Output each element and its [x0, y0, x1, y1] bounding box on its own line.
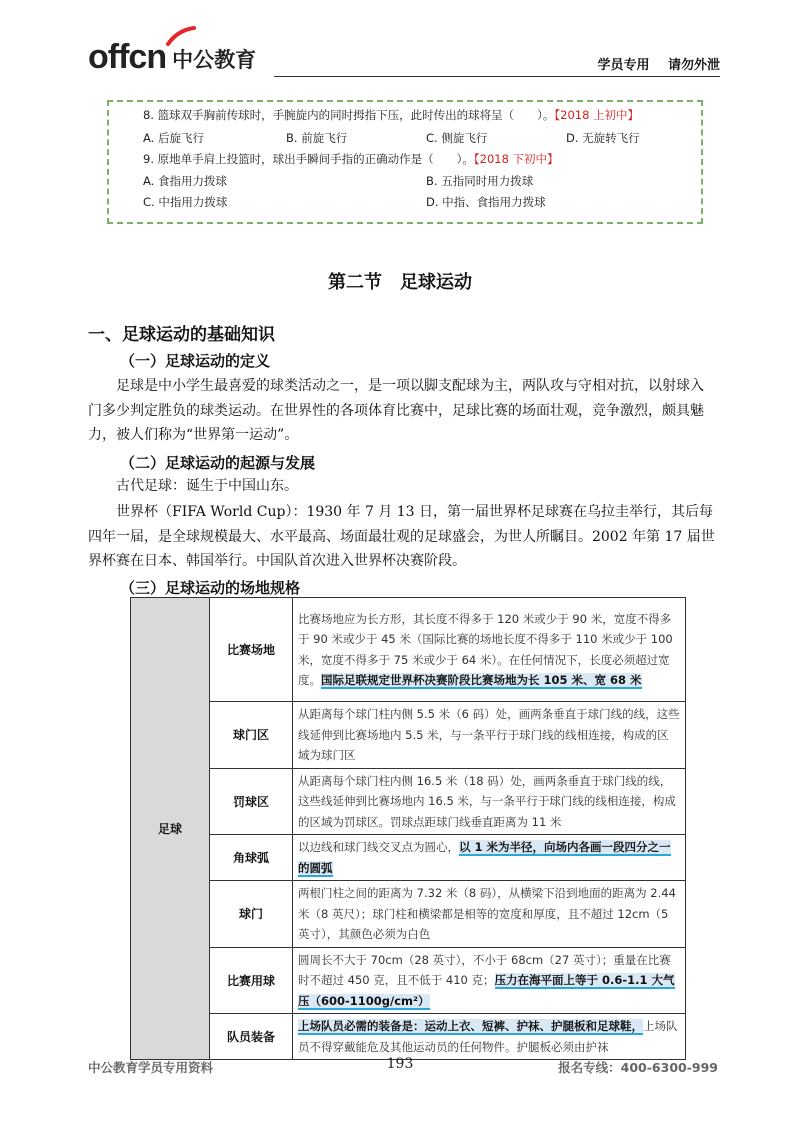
table-item-label: 球门区 — [210, 702, 293, 769]
heading-field-specs: （三）足球运动的场地规格 — [120, 579, 301, 597]
table-row — [131, 768, 686, 835]
heading-definition: （一）足球运动的定义 — [120, 352, 271, 370]
question-9-source: 【2018 下初中】 — [473, 152, 559, 166]
question-8-option-d: D. 无旋转飞行 — [566, 131, 640, 145]
highlight-text: 上场队员必需的装备是：运动上衣、短裤、护袜、护腿板和足球鞋， — [298, 1019, 643, 1033]
question-8-source: 【2018 上初中】 — [554, 108, 640, 122]
header-tag-confidential: 请勿外泄 — [667, 58, 720, 73]
logo-wordmark: offcn — [88, 38, 167, 76]
paragraph-ancient: 古代足球：诞生于中国山东。 — [116, 478, 298, 494]
table-item-label: 队员装备 — [210, 1014, 293, 1060]
heading-basics: 一、足球运动的基础知识 — [88, 325, 275, 345]
paragraph-definition: 足球是中小学生最喜爱的球类活动之一，是一项以脚支配球为主，两队攻与守相对抗，以射球入门多少判定胜负的球类运动。在世界性的各项体育比赛中，足球比赛的场面壮观，竞争激烈，颇具魅力，被人们称为“世界第一运动”。 — [88, 378, 704, 443]
highlight-text: 国际足联规定世界杯决赛阶段比赛场地为长 105 米、宽 68 米 — [321, 673, 642, 687]
logo-chinese: 中公教育 — [172, 48, 257, 72]
question-8-option-b: B. 前旋飞行 — [286, 131, 348, 145]
question-8-option-c: C. 侧旋飞行 — [426, 131, 488, 145]
paragraph-world-cup: 世界杯（FIFA World Cup）：1930 年 7 月 13 日，第一届世界杯足球赛在乌拉圭举行，其后每四年一届，是全球规模最大、水平最高、场面最壮观的足球盛会，为世人所瞩目。2002 年第 17 届世界杯赛在日本、韩国举行。中国队首次进入世界杯决赛阶段。 — [88, 504, 715, 569]
highlight-text: 压力在海平面上等于 0.6-1.1 大气压（600-1100g/cm²） — [298, 973, 675, 1008]
page-number: 193 — [386, 1056, 414, 1072]
header-tags — [583, 54, 720, 73]
table-item-label: 比赛场地 — [210, 598, 293, 702]
section-title: 第二节 足球运动 — [328, 272, 472, 293]
table-category: 足球 — [131, 598, 210, 1060]
table-row — [131, 835, 686, 881]
table-row — [131, 881, 686, 948]
table-item-label: 球门 — [210, 881, 293, 948]
question-9-option-b: B. 五指同时用力拨球 — [426, 174, 534, 188]
question-9-stem: 9. 原地单手肩上投篮时，球出手瞬间手指的正确动作是（ ）。【2018 下初中】 — [143, 152, 559, 166]
footer-label: 中公教育学员专用资料 — [88, 1060, 214, 1075]
table-item-desc: 两根门柱之间的距离为 7.32 米（8 码），从横梁下沿到地面的距离为 2.44 米（8 英尺）；球门柱和横梁都是相等的宽度和厚度，且不超过 12cm（5 英寸），其颜色必须为白色 — [293, 881, 686, 948]
table-item-label: 罚球区 — [210, 768, 293, 835]
header-rule — [274, 76, 720, 77]
table-item-label: 角球弧 — [210, 835, 293, 881]
table-item-label: 比赛用球 — [210, 947, 293, 1014]
question-8-option-a: A. 后旋飞行 — [143, 131, 204, 145]
question-9-option-d: D. 中指、食指用力拨球 — [426, 195, 546, 209]
header-tag-students-only: 学员专用 — [597, 58, 650, 73]
table-item-desc: 上场队员必需的装备是：运动上衣、短裤、护袜、护腿板和足球鞋，上场队员不得穿戴能危及其他运动员的任何物件。护腿板必须由护袜 — [293, 1014, 686, 1060]
table-item-desc: 从距离每个球门柱内侧 16.5 米（18 码）处，画两条垂直于球门线的线，这些线延伸到比赛场地内 16.5 米，与一条平行于球门线的线相连接，构成的区域为罚球区。罚球点距球门线垂直距离为 11 米 — [293, 768, 686, 835]
table-item-desc: 从距离每个球门柱内侧 5.5 米（6 码）处，画两条垂直于球门线的线，这些线延伸到比赛场地内 5.5 米，与一条平行于球门线的线相连接，构成的区域为球门区 — [293, 702, 686, 769]
table-row — [131, 947, 686, 1014]
question-9-option-a: A. 食指用力拨球 — [143, 174, 227, 188]
footer-hotline: 报名专线：400-6300-999 — [558, 1060, 718, 1075]
table-row — [131, 598, 686, 702]
table-item-desc: 以边线和球门线交叉点为圆心，以 1 米为半径，向场内各画一段四分之一的圆弧 — [293, 835, 686, 881]
question-8-stem: 8. 篮球双手胸前传球时，手腕旋内的同时拇指下压，此时传出的球将呈（ ）。【2018 上初中】 — [143, 108, 640, 122]
logo — [88, 40, 256, 74]
heading-origin: （二）足球运动的起源与发展 — [120, 454, 316, 472]
table-item-desc: 圆周长不大于 70cm（28 英寸），不小于 68cm（27 英寸）；重量在比赛时不超过 450 克，且不低于 410 克；压力在海平面上等于 0.6-1.1 大气压（600-1100g/cm²） — [293, 947, 686, 1014]
table-row — [131, 1014, 686, 1060]
highlight-text: 以 1 米为半径，向场内各画一段四分之一的圆弧 — [298, 840, 671, 875]
field-spec-table — [130, 597, 686, 1060]
question-9-option-c: C. 中指用力拨球 — [143, 195, 228, 209]
table-row — [131, 702, 686, 769]
table-item-desc: 比赛场地应为长方形，其长度不得多于 120 米或少于 90 米，宽度不得多于 90 米或少于 45 米（国际比赛的场地长度不得多于 110 米或少于 100 米，宽度不得多于 75 米或少于 64 米）。在任何情况下，长度必须超过宽度。国际足联规定世界杯决赛阶段比赛场地为长 105 米、宽 68 米 — [293, 598, 686, 702]
logo-swoosh-icon — [166, 26, 196, 46]
